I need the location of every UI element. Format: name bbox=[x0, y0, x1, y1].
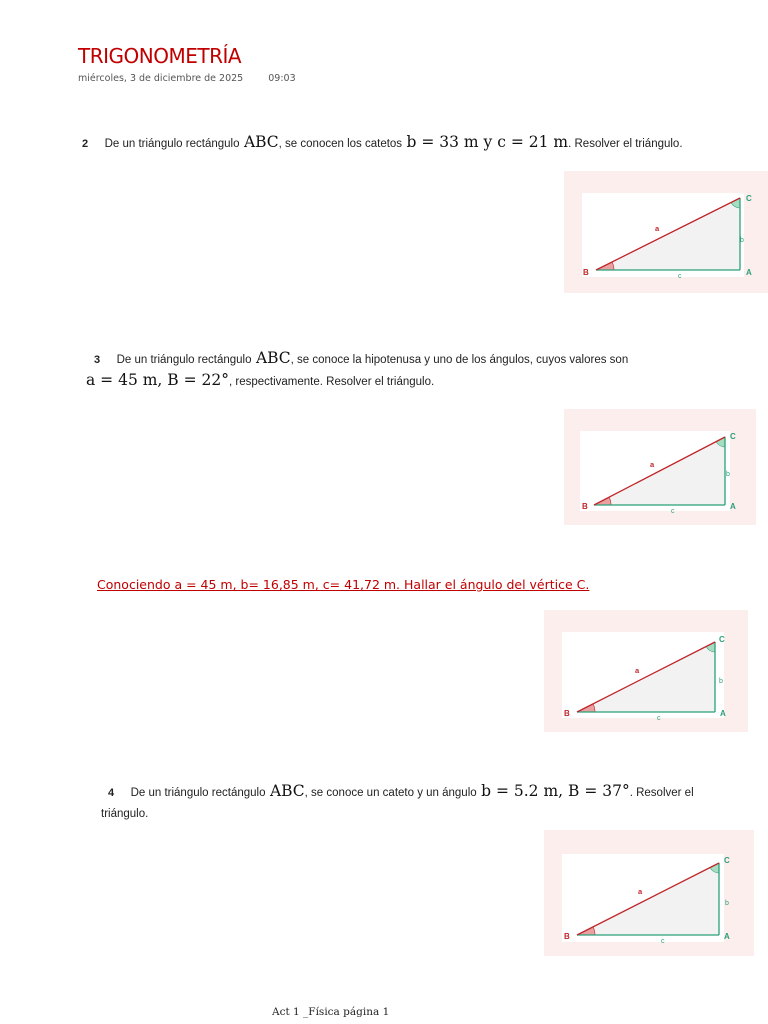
vertex-b-label: B bbox=[564, 709, 570, 718]
vertex-b-label: B bbox=[582, 502, 588, 511]
triangle-diagram bbox=[544, 610, 748, 732]
problem-math: ABC bbox=[269, 782, 305, 800]
triangle-diagram bbox=[544, 830, 754, 956]
problem-math: b = 5.2 m, B = 37° bbox=[481, 782, 630, 800]
vertex-c-label: C bbox=[746, 194, 752, 203]
side-b-label: b bbox=[719, 678, 723, 685]
triangle-svg bbox=[544, 830, 754, 956]
problem-math: a = 45 m, B = 22° bbox=[86, 371, 229, 389]
vertex-b-label: B bbox=[564, 932, 570, 941]
vertex-a-label: A bbox=[724, 932, 730, 941]
problem-text: De un triángulo rectángulo bbox=[130, 787, 266, 799]
side-a-label: a bbox=[638, 887, 643, 896]
problem-number: 2 bbox=[82, 138, 89, 150]
problem-text: triángulo. bbox=[101, 808, 149, 820]
triangle-svg bbox=[544, 610, 748, 732]
page-meta bbox=[78, 73, 318, 84]
side-b-label: b bbox=[740, 237, 744, 244]
problem-math: ABC bbox=[255, 349, 291, 367]
triangle-svg bbox=[564, 171, 768, 293]
triangle-svg bbox=[564, 409, 756, 525]
problem-text: De un triángulo rectángulo bbox=[116, 354, 252, 366]
note-text: Conociendo a = 45 m, b= 16,85 m, c= 41,72 m. Hallar el ángulo del vértice C. bbox=[97, 577, 590, 592]
problem-text: , se conoce un cateto y un ángulo bbox=[304, 787, 477, 799]
vertex-c-label: C bbox=[730, 432, 736, 441]
side-c-label: c bbox=[678, 273, 682, 280]
vertex-a-label: A bbox=[720, 709, 726, 718]
problem-4 bbox=[108, 782, 694, 801]
vertex-a-label: A bbox=[746, 268, 752, 277]
side-c-label: c bbox=[661, 938, 665, 945]
problem-math: b = 33 m y c = 21 m bbox=[406, 133, 569, 151]
problem-number: 3 bbox=[94, 354, 101, 366]
side-c-label: c bbox=[671, 508, 675, 515]
problem-text: . Resolver el triángulo. bbox=[568, 138, 683, 150]
page-time: 09:03 bbox=[268, 73, 296, 84]
triangle-diagram bbox=[564, 409, 756, 525]
side-a-label: a bbox=[655, 224, 660, 233]
problem-text: , se conocen los catetos bbox=[278, 138, 403, 150]
side-a-label: a bbox=[650, 460, 655, 469]
problem-number: 4 bbox=[108, 787, 115, 799]
page-title: TRIGONOMETRÍA bbox=[78, 44, 242, 68]
side-a-label: a bbox=[635, 666, 640, 675]
problem-2 bbox=[82, 133, 683, 152]
vertex-c-label: C bbox=[724, 856, 730, 865]
page-date: miércoles, 3 de diciembre de 2025 bbox=[78, 73, 244, 84]
problem-text: . Resolver el bbox=[629, 787, 694, 799]
side-c-label: c bbox=[657, 715, 661, 722]
problem-text: , respectivamente. Resolver el triángulo. bbox=[229, 376, 435, 388]
vertex-a-label: A bbox=[730, 502, 736, 511]
problem-math: ABC bbox=[243, 133, 279, 151]
vertex-c-label: C bbox=[719, 635, 725, 644]
vertex-b-label: B bbox=[583, 268, 589, 277]
problem-text: , se conoce la hipotenusa y uno de los ángulos, cuyos valores son bbox=[290, 354, 629, 366]
problem-3 bbox=[94, 349, 628, 368]
side-b-label: b bbox=[725, 900, 729, 907]
triangle-diagram bbox=[564, 171, 768, 293]
problem-text: De un triángulo rectángulo bbox=[104, 138, 240, 150]
page-footer: Act 1 _Física página 1 bbox=[272, 1006, 390, 1018]
side-b-label: b bbox=[726, 471, 730, 478]
problem-3-line-2 bbox=[86, 371, 434, 390]
